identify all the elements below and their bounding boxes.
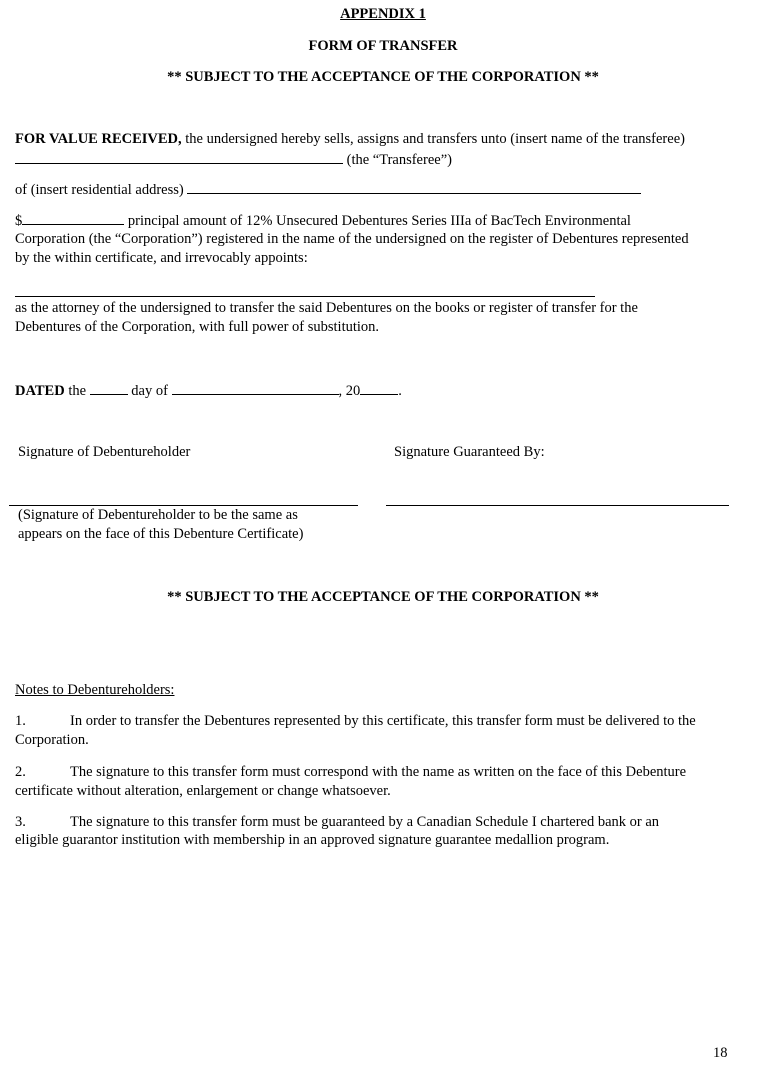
appendix-title: APPENDIX 1 [340,6,426,22]
year-field[interactable] [360,382,398,395]
day-of-label: day of [127,383,172,399]
note-item-2 [15,764,686,781]
transferee-label: (the “Transferee”) [346,152,452,168]
principal-amount-field[interactable] [22,212,124,225]
value-received-line [15,131,685,148]
note-text-1: In order to transfer the Debentures represented by this certificate, this transfer form must be delivered to the [70,713,696,729]
address-field[interactable] [187,181,641,194]
note-item-3-cont: eligible guarantor institution with membership in an approved signature guarantee medallion program. [15,832,610,848]
note-item-1 [15,713,696,730]
principal-text-3: by the within certificate, and irrevocably appoints: [15,250,308,266]
transferee-name-field[interactable] [15,151,343,164]
the-label: the [64,383,90,399]
note-text-1: The signature to this transfer form must be guaranteed by a Canadian Schedule I chartered bank or an [70,814,660,830]
holder-signature-label: Signature of Debentureholder [18,444,191,460]
note-text-1: The signature to this transfer form must correspond with the name as written on the face of this Debenture [70,764,687,780]
page-number: 18 [713,1045,728,1061]
principal-line-1 [15,212,631,230]
dated-line [15,382,402,400]
note-number: 2. [15,764,26,780]
note-number: 3. [15,814,26,830]
holder-note-2: appears on the face of this Debenture Certificate) [18,526,304,542]
subject-notice-top: ** SUBJECT TO THE ACCEPTANCE OF THE CORPORATION ** [167,69,599,85]
principal-text-1: principal amount of 12% Unsecured Debentures Series IIIa of BacTech Environmental [127,213,631,229]
note-item-1-cont: Corporation. [15,732,89,748]
guarantor-signature-field[interactable] [386,505,729,506]
dated-period: . [398,383,402,399]
dated-label: DATED [15,383,65,399]
value-received-label: FOR VALUE RECEIVED, [15,131,182,147]
address-line [15,181,641,199]
dollar-sign: $ [15,213,23,229]
guaranteed-by-label: Signature Guaranteed By: [394,444,545,460]
value-received-text: the undersigned hereby sells, assigns and transfers unto (insert name of the transferee) [181,131,685,147]
transferee-line [15,151,452,169]
subject-notice-bottom: ** SUBJECT TO THE ACCEPTANCE OF THE CORPORATION ** [167,589,599,605]
attorney-name-field[interactable] [15,296,595,297]
notes-heading: Notes to Debentureholders: [15,682,175,698]
note-item-2-cont: certificate without alteration, enlargement or change whatsoever. [15,783,391,799]
day-field[interactable] [90,382,128,395]
attorney-text-2: Debentures of the Corporation, with full power of substitution. [15,319,380,335]
form-title: FORM OF TRANSFER [308,38,458,54]
principal-text-2: Corporation (the “Corporation”) registered in the name of the undersigned on the register of Debentures represented [15,231,689,247]
note-number: 1. [15,713,26,729]
month-field[interactable] [172,382,339,395]
address-label: of (insert residential address) [15,182,184,198]
note-item-3 [15,814,659,831]
holder-note-1: (Signature of Debentureholder to be the same as [18,507,298,523]
attorney-text-1: as the attorney of the undersigned to transfer the said Debentures on the books or register of transfer for the [15,300,638,316]
year-prefix: , 20 [338,383,361,399]
holder-signature-field[interactable] [9,505,358,506]
